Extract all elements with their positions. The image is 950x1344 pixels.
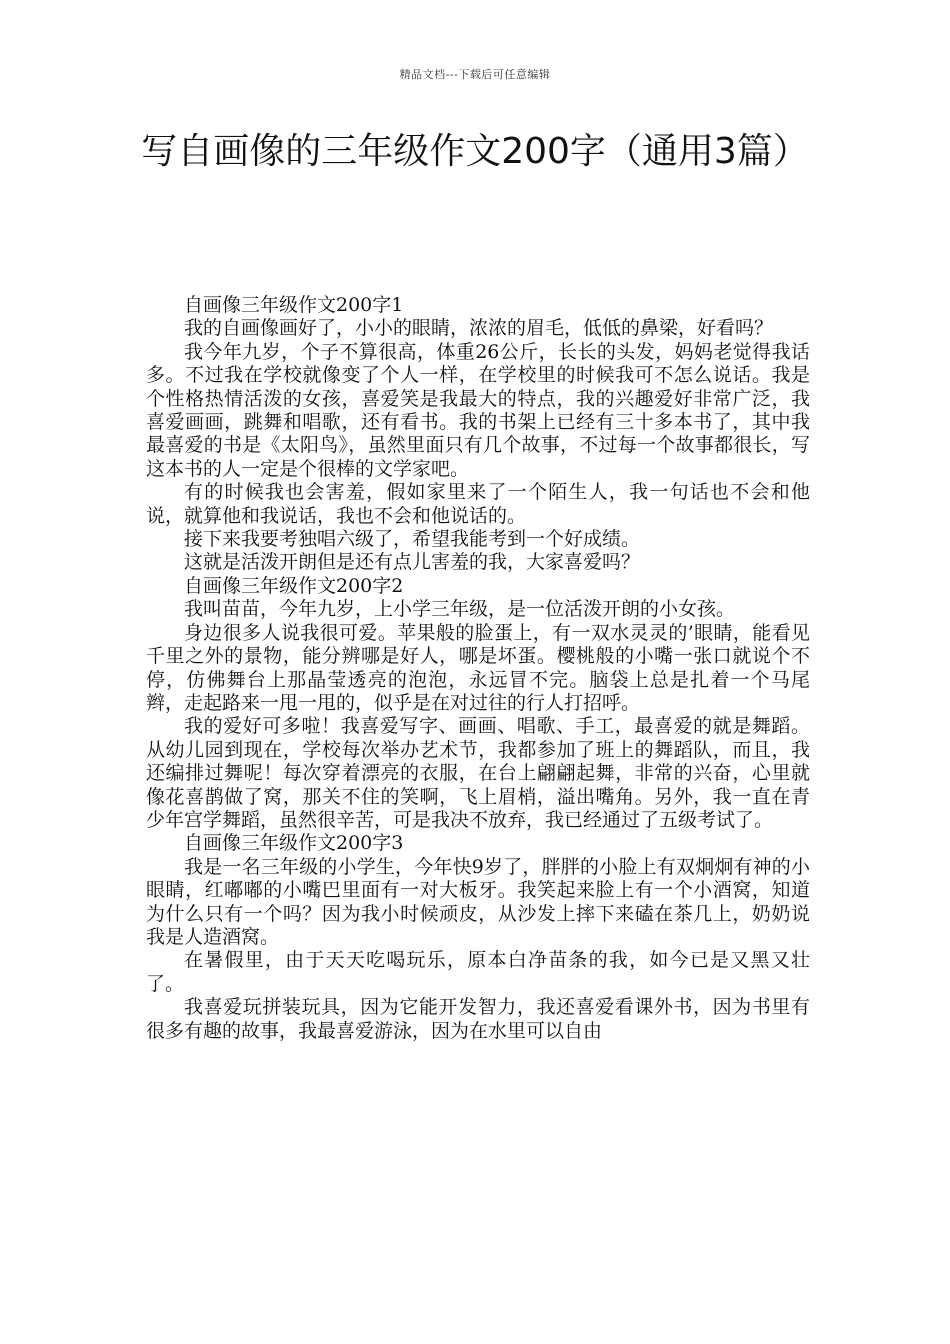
paragraph: 我的爱好可多啦！我喜爱写字、画画、唱歌、手工，最喜爱的就是舞蹈。从幼儿园到现在，学校每次举办艺术节，我都参加了班上的舞蹈队，而且，我还编排过舞呢！每次穿着漂亮的衣服，在台上翩翩起舞，非常的兴奋，心里就像花喜鹊做了窝，那关不住的笑啊，飞上眉梢，溢出嘴角。另外，我一直在青少年宫学舞蹈，虽然很辛苦，可是我决不放弃，我已经通过了五级考试了。 xyxy=(146,715,810,831)
paragraph: 身边很多人说我很可爱。苹果般的脸蛋上，有一双水灵灵的’眼睛，能看见千里之外的景物，能分辨哪是好人，哪是坏蛋。樱桃般的小嘴一张口就说个不停，仿佛舞台上那晶莹透亮的泡泡，永远冒不完。脑袋上总是扎着一个马尾辫，走起路来一甩一甩的，似乎是在对过往的行人打招呼。 xyxy=(146,621,810,714)
paragraph: 我的自画像画好了，小小的眼睛，浓浓的眉毛，低低的鼻梁，好看吗？ xyxy=(184,317,774,340)
paragraph: 有的时候我也会害羞，假如家里来了一个陌生人，我一句话也不会和他说，就算他和我说话，我也不会和他说话的。 xyxy=(146,481,810,527)
section-heading-2: 自画像三年级作文200字2 xyxy=(184,574,404,597)
paragraph: 我今年九岁，个子不算很高，体重26公斤，长长的头发，妈妈老觉得我话多。不过我在学校就像变了个人一样，在学校里的时候我可不怎么说话。我是个性格热情活泼的女孩，喜爱笑是我最大的特点，我的兴趣爱好非常广泛，我喜爱画画，跳舞和唱歌，还有看书。我的书架上已经有三十多本书了，其中我最喜爱的书是《太阳鸟》，虽然里面只有几个故事，不过每一个故事都很长，写这本书的人一定是个很棒的文学家吧。 xyxy=(146,340,810,480)
paragraph: 这就是活泼开朗但是还有点儿害羞的我，大家喜爱吗？ xyxy=(184,551,641,574)
section-heading-3: 自画像三年级作文200字3 xyxy=(184,832,404,855)
paragraph: 我喜爱玩拼装玩具，因为它能开发智力，我还喜爱看课外书，因为书里有很多有趣的故事，我最喜爱游泳，因为在水里可以自由 xyxy=(146,996,810,1042)
page-header-note: 精品文档---下载后可任意编辑 xyxy=(399,68,551,81)
paragraph: 在暑假里，由于天天吃喝玩乐，原本白净苗条的我，如今已是又黑又壮了。 xyxy=(146,949,810,995)
paragraph: 我是一名三年级的小学生，今年快9岁了，胖胖的小脸上有双炯炯有神的小眼睛，红嘟嘟的小嘴巴里面有一对大板牙。我笑起来脸上有一个小酒窝，知道为什么只有一个吗？因为我小时候顽皮，从沙发上摔下来磕在茶几上，奶奶说我是人造酒窝。 xyxy=(146,855,810,948)
document-title: 写自画像的三年级作文200字（通用3篇） xyxy=(141,131,809,172)
document-body xyxy=(146,294,810,1043)
section-heading-1: 自画像三年级作文200字1 xyxy=(184,294,404,316)
paragraph: 我叫苗苗，今年九岁，上小学三年级，是一位活泼开朗的小女孩。 xyxy=(184,598,736,621)
paragraph: 接下来我要考独唱六级了，希望我能考到一个好成绩。 xyxy=(184,528,641,551)
